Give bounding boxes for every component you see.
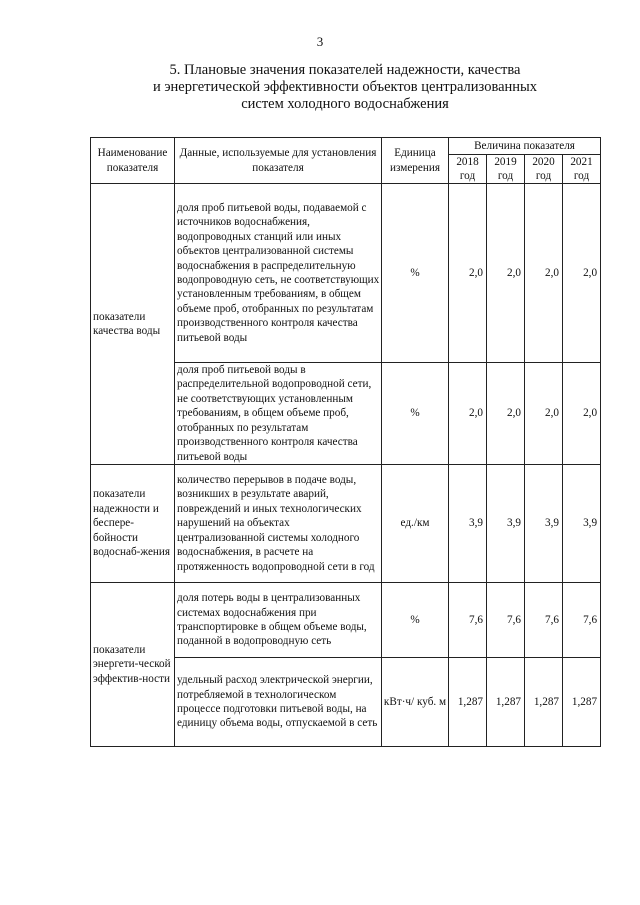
section-title <box>100 62 590 113</box>
indicator-group-name: показатели энергети-ческой эффектив-ности <box>91 583 175 747</box>
value-cell: 7,6 <box>487 583 525 658</box>
header-year: 2018 год <box>449 155 487 184</box>
unit-cell: ед./км <box>382 465 449 583</box>
header-name: Наименование показателя <box>91 138 175 184</box>
value-cell: 2,0 <box>525 363 563 465</box>
header-year: 2021 год <box>563 155 601 184</box>
value-cell: 1,287 <box>487 658 525 747</box>
page-number: 3 <box>316 34 324 49</box>
unit-cell: % <box>382 363 449 465</box>
value-cell: 1,287 <box>525 658 563 747</box>
indicator-group-name: показатели надежности и беспере-бойности водоснаб-жения <box>91 465 175 583</box>
value-cell: 3,9 <box>449 465 487 583</box>
title-line: 5. Плановые значения показателей надежности, качества <box>169 62 521 78</box>
value-cell: 2,0 <box>525 184 563 363</box>
indicator-data-cell: доля проб питьевой воды в распределительной водопроводной сети, не соответствующих установленным требованиям, в общем объеме проб, отобранных по результатам производственного контроля качества питьевой воды <box>175 363 382 465</box>
value-cell: 2,0 <box>487 363 525 465</box>
title-line: и энергетической эффективности объектов централизованных <box>152 79 538 95</box>
header-values-group: Величина показателя <box>449 138 601 155</box>
header-unit: Единица измерения <box>382 138 449 184</box>
value-cell: 2,0 <box>563 184 601 363</box>
table-row <box>91 465 601 583</box>
indicator-data-cell: доля потерь воды в централизованных системах водоснабжения при транспортировке в общем объеме воды, поданной в водопроводную сеть <box>175 583 382 658</box>
unit-cell: кВт·ч/ куб. м <box>382 658 449 747</box>
value-cell: 7,6 <box>563 583 601 658</box>
header-year: 2020 год <box>525 155 563 184</box>
value-cell: 2,0 <box>487 184 525 363</box>
table-row <box>91 184 601 363</box>
title-line: систем холодного водоснабжения <box>241 96 449 112</box>
value-cell: 7,6 <box>525 583 563 658</box>
value-cell: 2,0 <box>563 363 601 465</box>
indicator-data-cell: количество перерывов в подаче воды, возникших в результате аварий, повреждений и иных технологических нарушений на объектах централизованной системы холодного водоснабжения, в расчете на протяженность водопроводной сети в год <box>175 465 382 583</box>
indicator-data-cell: удельный расход электрической энергии, потребляемой в технологическом процессе подготовки питьевой воды, на единицу объема воды, отпускаемой в сеть <box>175 658 382 747</box>
header-data: Данные, используемые для установления показателя <box>175 138 382 184</box>
value-cell: 3,9 <box>525 465 563 583</box>
header-row <box>91 138 601 155</box>
value-cell: 1,287 <box>563 658 601 747</box>
value-cell: 3,9 <box>487 465 525 583</box>
table-row <box>91 583 601 658</box>
indicator-data-cell: доля проб питьевой воды, подаваемой с источников водоснабжения, водопроводных станций или иных объектов централизованной системы водоснабжения в распределительную водопроводную сеть, не соответствующих установленным требованиям, в общем объеме проб, отобранных по результатам производственного контроля качества питьевой воды <box>175 184 382 363</box>
value-cell: 2,0 <box>449 363 487 465</box>
header-year: 2019 год <box>487 155 525 184</box>
unit-cell: % <box>382 583 449 658</box>
value-cell: 3,9 <box>563 465 601 583</box>
unit-cell: % <box>382 184 449 363</box>
value-cell: 7,6 <box>449 583 487 658</box>
value-cell: 1,287 <box>449 658 487 747</box>
value-cell: 2,0 <box>449 184 487 363</box>
indicators-table <box>90 137 601 747</box>
indicator-group-name: показатели качества воды <box>91 184 175 465</box>
